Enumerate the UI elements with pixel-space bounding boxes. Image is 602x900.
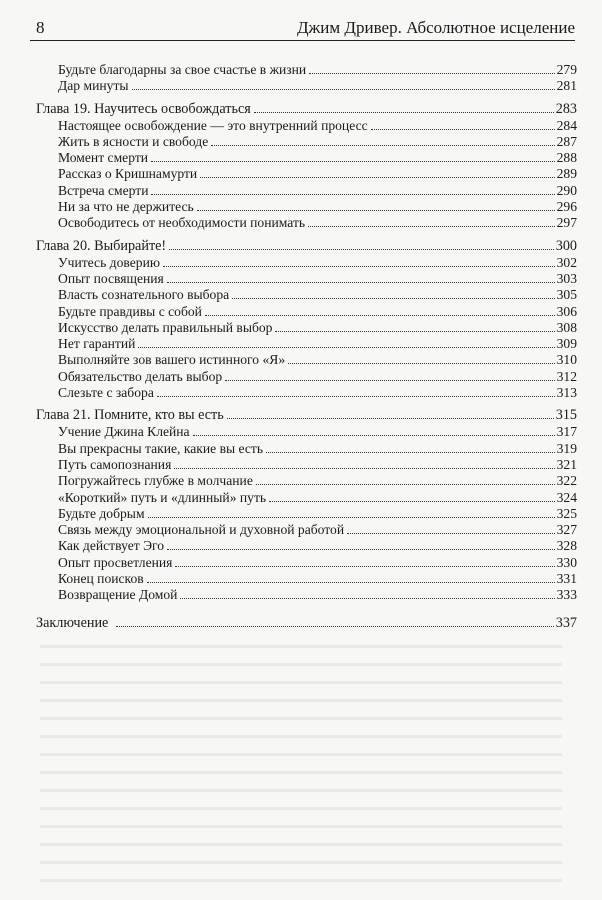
toc-entry: Учитесь доверию 302 xyxy=(58,254,577,270)
toc-entry: Нет гарантий 309 xyxy=(58,336,577,352)
toc-entry: Жить в ясности и свободе 287 xyxy=(58,133,577,149)
toc-chapter-heading: Глава 20. Выбирайте! 300 xyxy=(36,237,577,254)
toc-entry: Дар минуты 281 xyxy=(58,78,577,94)
toc-entry: Опыт посвящения 303 xyxy=(58,270,577,286)
toc-entry: Рассказ о Кришнамурти 289 xyxy=(58,166,577,182)
toc-conclusion: Заключение 337 xyxy=(36,614,577,631)
toc-entry: Путь самопознания 321 xyxy=(58,456,577,472)
show-through-text xyxy=(0,630,602,900)
book-title: Джим Дривер. Абсолютное исцеление xyxy=(296,18,575,37)
toc-entry: Конец поисков 331 xyxy=(58,571,577,587)
toc-entry: Погружайтесь глубже в молчание 322 xyxy=(58,473,577,489)
toc-entry: Опыт просветления 330 xyxy=(58,554,577,570)
toc-entry: Власть сознательного выбора 305 xyxy=(58,287,577,303)
table-of-contents xyxy=(36,62,577,632)
page-number: 8 xyxy=(36,18,45,37)
toc-entry: Будьте правдивы с собой 306 xyxy=(58,303,577,319)
toc-entry: Как действует Эго 328 xyxy=(58,538,577,554)
toc-entry: Момент смерти 288 xyxy=(58,150,577,166)
toc-entry: Вы прекрасны такие, какие вы есть 319 xyxy=(58,440,577,456)
toc-entry: Будьте добрым 325 xyxy=(58,505,577,521)
toc-entry: Выполняйте зов вашего истинного «Я» 310 xyxy=(58,352,577,368)
toc-entry: Ни за что не держитесь 296 xyxy=(58,199,577,215)
toc-entry: Будьте благодарны за свое счастье в жизни 279 xyxy=(58,62,577,77)
toc-entry: Возвращение Домой 333 xyxy=(58,587,577,603)
page-header xyxy=(30,14,575,41)
toc-entry: Встреча смерти 290 xyxy=(58,182,577,198)
toc-entry: Связь между эмоциональной и духовной работой 327 xyxy=(58,522,577,538)
toc-entry: Освободитесь от необходимости понимать 297 xyxy=(58,215,577,231)
toc-entry: Учение Джина Клейна 317 xyxy=(58,424,577,440)
toc-chapter-heading: Глава 21. Помните, кто вы есть 315 xyxy=(36,407,577,424)
toc-entry: «Короткий» путь и «длинный» путь 324 xyxy=(58,489,577,505)
toc-entry: Настоящее освобождение — это внутренний процесс 284 xyxy=(58,117,577,133)
toc-entry: Искусство делать правильный выбор 308 xyxy=(58,319,577,335)
toc-chapter-heading: Глава 19. Научитесь освобождаться 283 xyxy=(36,100,577,117)
toc-entry: Слезьте с забора 313 xyxy=(58,385,577,401)
toc-entry: Обязательство делать выбор 312 xyxy=(58,368,577,384)
